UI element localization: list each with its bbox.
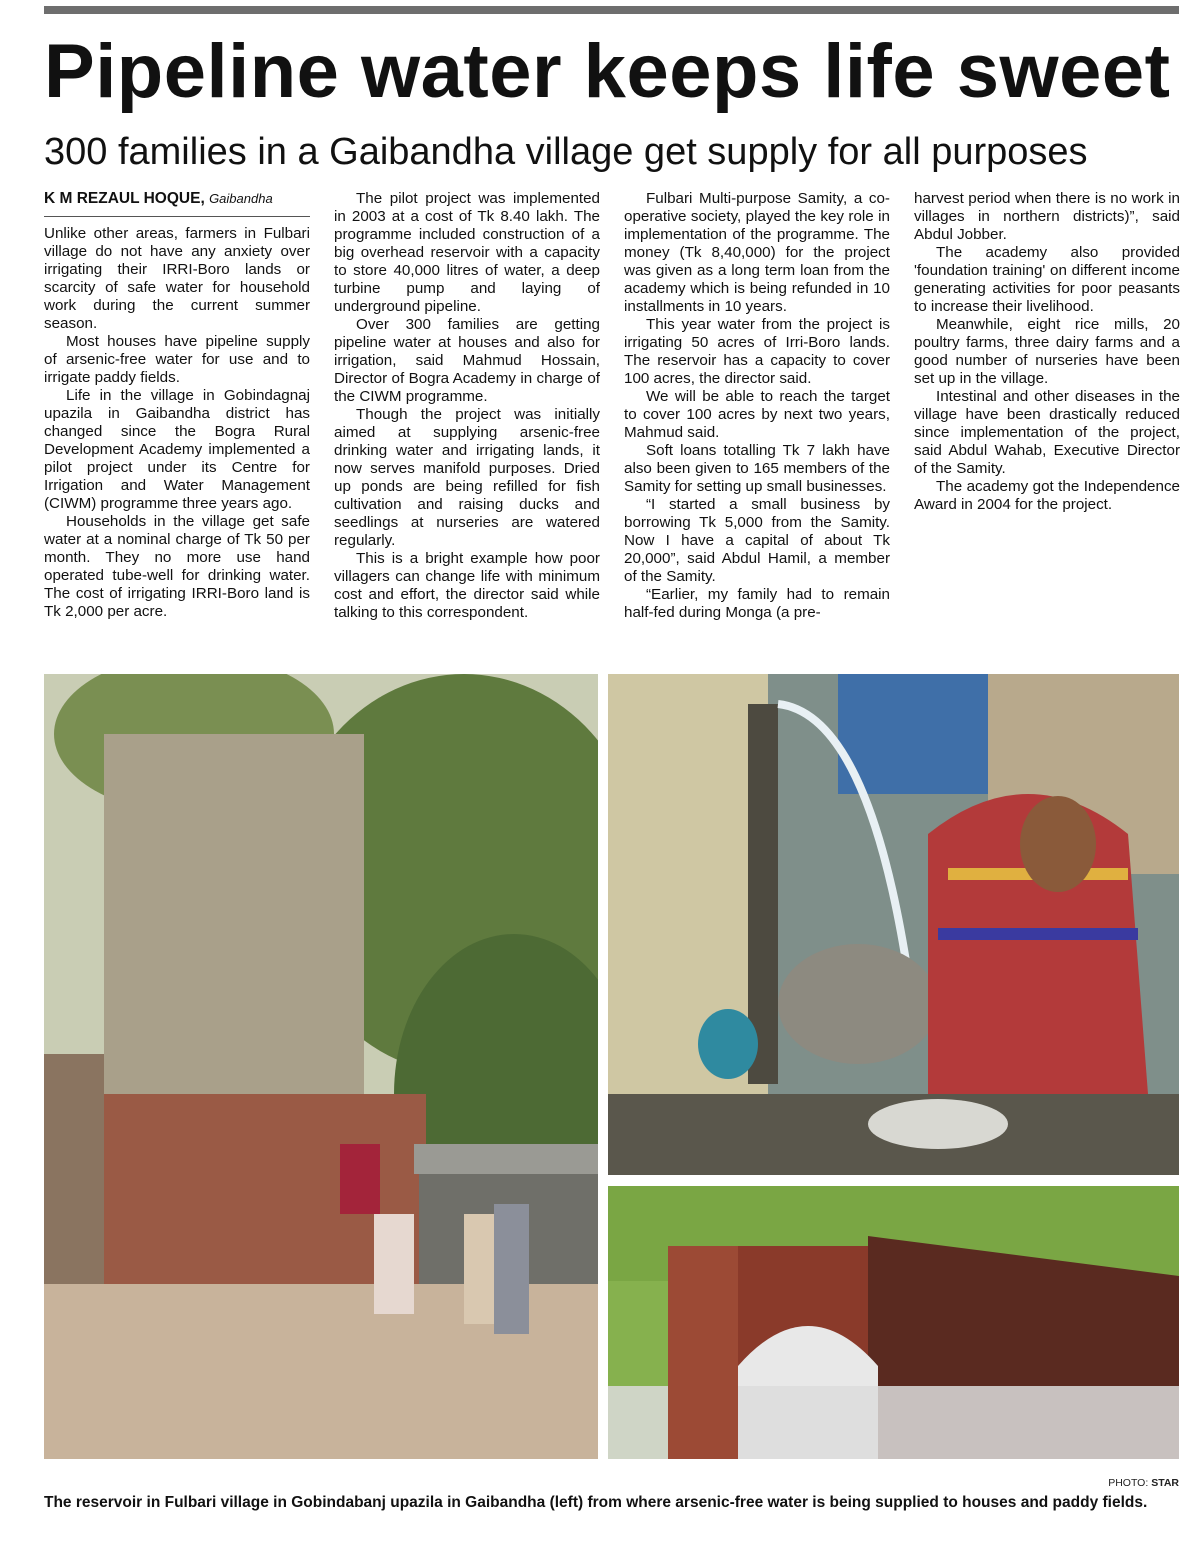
byline <box>44 190 310 217</box>
headline: Pipeline water keeps life sweet <box>44 29 1171 114</box>
dateline-location: Gaibandha <box>209 191 273 206</box>
paragraph: The academy got the Independence Award in 2004 for the project. <box>914 478 1180 513</box>
paragraph: harvest period when there is no work in villages in northern districts)”, said Abdul Jobber. <box>914 190 1180 243</box>
paragraph: The pilot project was implemented in 2003 at a cost of Tk 8.40 lakh. The programme included construction of a big overhead reservoir with a capacity to store 40,000 litres of water, a deep turbine pump and laying of underground pipeline. <box>334 190 600 315</box>
article-column-4 <box>914 190 1180 514</box>
paragraph: Unlike other areas, farmers in Fulbari village do not have any anxiety over irrigating their IRRI-Boro lands or scarcity of safe water for household work during the current summer season. <box>44 225 310 332</box>
author-name: K M REZAUL HOQUE, <box>44 190 205 207</box>
paragraph: Soft loans totalling Tk 7 lakh have also been given to 165 members of the Samity for setting up small businesses. <box>624 442 890 495</box>
paragraph: Households in the village get safe water at a nominal charge of Tk 50 per month. They no more use hand operated tube-well for drinking water. The cost of irrigating IRRI-Boro land is Tk 2,000 per acre. <box>44 513 310 620</box>
paragraph: We will be able to reach the target to cover 100 acres by next two years, Mahmud said. <box>624 388 890 441</box>
article-column-2 <box>334 190 600 622</box>
paragraph: “I started a small business by borrowing Tk 5,000 from the Samity. Now I have a capital of about Tk 20,000”, said Abdul Hamil, a member of the Samity. <box>624 496 890 585</box>
photo-credit-label: PHOTO: <box>1108 1477 1149 1489</box>
reservoir-tower-photo <box>44 674 598 1459</box>
photo-caption: The reservoir in Fulbari village in Gobindabanj upazila in Gaibandha (left) from where arsenic-free water is being supplied to houses and paddy fields. <box>44 1494 1148 1511</box>
paragraph: Fulbari Multi-purpose Samity, a co-operative society, played the key role in implementation of the programme. The money (Tk 8,40,000) for the project was given as a long term loan from the academy which is being refunded in 10 installments in 10 years. <box>624 190 890 315</box>
article-column-3 <box>624 190 890 622</box>
paragraph: Intestinal and other diseases in the village have been drastically reduced since implementation of the project, said Abdul Wahab, Executive Director of the Samity. <box>914 388 1180 477</box>
paragraph: This year water from the project is irrigating 50 acres of Irri-Boro lands. The reservoir has a capacity to cover 100 acres, the director said. <box>624 316 890 387</box>
photo-credit-source: STAR <box>1151 1477 1179 1489</box>
paragraph: Though the project was initially aimed at supplying arsenic-free drinking water and irrigating lands, it now serves manifold purposes. Dried up ponds are being refilled for fish cultivation and raising ducks and seedlings at nurseries are watered regularly. <box>334 406 600 549</box>
top-rule <box>44 6 1179 14</box>
paragraph: Over 300 families are getting pipeline water at houses and also for irrigation, said Mahmud Hossain, Director of Bogra Academy in charge of the CIWM programme. <box>334 316 600 405</box>
paragraph: The academy also provided 'foundation training' on different income generating activities for poor peasants to increase their livelihood. <box>914 244 1180 315</box>
paragraph: Life in the village in Gobindagnaj upazila in Gaibandha district has changed since the Bogra Rural Development Academy implemented a pilot project under its Centre for Irrigation and Water Management (CIWM) programme three years ago. <box>44 387 310 512</box>
woman-at-water-tap-photo <box>608 674 1179 1175</box>
article-column-1 <box>44 190 310 621</box>
photo-credit <box>1108 1477 1179 1489</box>
paragraph: This is a bright example how poor villagers can change life with minimum cost and effort, the director said while talking to this correspondent. <box>334 550 600 621</box>
irrigation-outlet-photo <box>608 1186 1179 1459</box>
paragraph: Most houses have pipeline supply of arsenic-free water for use and to irrigate paddy fields. <box>44 333 310 386</box>
subheadline: 300 families in a Gaibandha village get supply for all purposes <box>44 131 1088 173</box>
paragraph: “Earlier, my family had to remain half-fed during Monga (a pre- <box>624 586 890 621</box>
paragraph: Meanwhile, eight rice mills, 20 poultry farms, three dairy farms and a good number of nurseries have been set up in the village. <box>914 316 1180 387</box>
